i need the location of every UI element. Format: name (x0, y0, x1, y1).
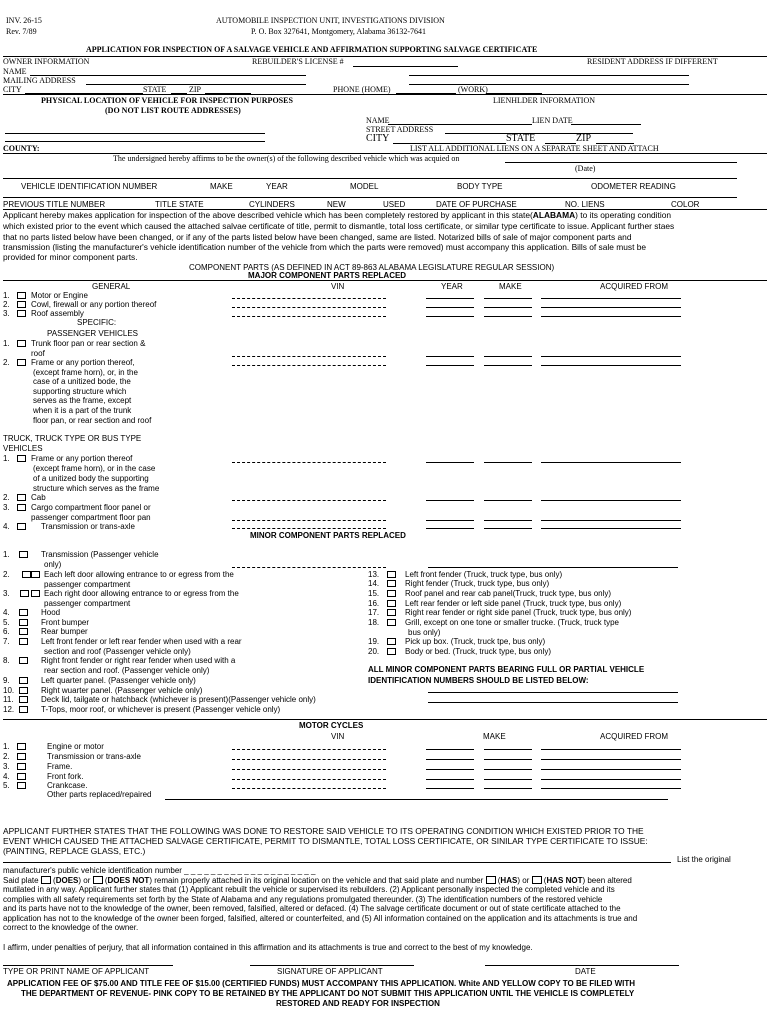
year-field[interactable] (426, 298, 474, 299)
lien-date-label: LIEN DATE (532, 116, 573, 125)
location-field-2[interactable] (5, 141, 265, 142)
vin-field[interactable] (232, 298, 386, 299)
lien-zip-label: ZIP (576, 133, 591, 144)
acquired-field[interactable] (541, 779, 681, 780)
item-number: 1. (3, 339, 10, 348)
date-label: DATE (575, 967, 596, 976)
application-paragraph: transmission (listing the manufacturer's vehicle identification number of the vehicle from which the parts were removed) must accompany this application. Bills of sale must be (3, 242, 647, 252)
make-field[interactable] (484, 769, 532, 770)
mfr-vin-label: manufacturer's public vehicle identification number _ _ _ _ _ _ _ _ _ _ _ _ _ _ _ _ _ _ _ _ (3, 866, 316, 875)
truck-frame-checkbox[interactable] (17, 455, 26, 462)
acquired-field[interactable] (541, 365, 681, 366)
general-column: GENERAL (92, 282, 131, 291)
minor-part-label: Each right door allowing entrance to or egress from the (44, 589, 239, 598)
used-column: USED (383, 200, 406, 209)
further-statement: APPLICANT FURTHER STATES THAT THE FOLLOWING WAS DONE TO RESTORE SAID VEHICLE TO ITS OPERATING CONDITION WHICH EXISTED PRIOR TO THE (3, 826, 644, 836)
further-statement: EVENT WHICH CAUSED THE ATTACHED SALVAGE CERTIFICATE, PERMIT TO DISMANTLE, TOTAL LOSS CERTIFICATE, OR SINILAR TYPE CERTIFICATE TO ISSUE: (3, 836, 648, 846)
mailing-address-label: MAILING ADDRESS (3, 76, 76, 85)
acquired-field[interactable] (541, 520, 681, 521)
minor-part-checkbox[interactable] (31, 590, 40, 597)
specific-item: Trunk floor pan or rear section & (31, 339, 146, 348)
further-statement: complies with all safety requirements set forth by the State of Alabama and any regulations promulgated thereunder. (3) The identification numbers of the restored vehicle (3, 895, 603, 904)
body-type-column: BODY TYPE (457, 182, 503, 191)
minor-vin-line[interactable] (428, 692, 678, 693)
item-number: 17. (368, 608, 380, 617)
minor-part-checkbox[interactable] (19, 657, 28, 664)
lien-state-label: STATE (506, 133, 536, 144)
list-original-label: List the original (677, 855, 731, 864)
cargo-floor-checkbox[interactable] (17, 504, 26, 511)
divider (3, 280, 767, 281)
motorcycle-part-label: Frame. (47, 762, 73, 771)
rebuilder-license-field[interactable] (353, 66, 458, 67)
minor-part-label: Right wuarter panel. (Passenger vehicle only) (41, 686, 203, 695)
item-number: 2. (3, 300, 10, 309)
make-field[interactable] (484, 298, 532, 299)
lien-street-field[interactable] (445, 133, 633, 134)
acquired-field[interactable] (541, 788, 681, 789)
prev-title-column: PREVIOUS TITLE NUMBER (3, 200, 106, 209)
item-number: 1. (3, 291, 10, 300)
minor-part-checkbox[interactable] (19, 687, 28, 694)
acquired-field[interactable] (541, 500, 681, 501)
item-number: 14. (368, 579, 380, 588)
acquired-field[interactable] (541, 528, 681, 529)
year-field[interactable] (426, 769, 474, 770)
major-parts-title: MAJOR COMPONENT PARTS REPLACED (248, 271, 407, 280)
year-field[interactable] (426, 759, 474, 760)
county-label: COUNTY: (3, 144, 40, 153)
vin-field[interactable] (232, 500, 386, 501)
city-label: CITY (3, 85, 22, 94)
trunk-floor-checkbox[interactable] (17, 340, 26, 347)
item-number: 3. (3, 762, 10, 771)
vin-column: VIN (331, 282, 345, 291)
minor-part-label: Hood (41, 608, 61, 617)
application-paragraph: provided for minor component parts. (3, 252, 138, 262)
date-field[interactable] (485, 965, 679, 966)
item-number: 3. (3, 503, 10, 512)
title-row-line[interactable] (3, 197, 737, 198)
page-title: APPLICATION FOR INSPECTION OF A SALVAGE VEHICLE AND AFFIRMATION SUPPORTING SALVAGE CERTIFICATE (86, 46, 538, 54)
make-column: MAKE (499, 282, 522, 291)
item-number: 3. (3, 309, 10, 318)
minor-part-label: Body or bed. (Truck, truck type, bus only) (405, 647, 551, 656)
does-not-checkbox[interactable] (93, 876, 103, 884)
minor-part-checkbox[interactable] (387, 580, 396, 587)
specific-label: SPECIFIC: (77, 318, 117, 327)
specific-item: roof (31, 349, 45, 358)
truck-item: (except frame horn), or in the case (33, 464, 156, 473)
owner-info-label: OWNER INFORMATION (3, 57, 90, 66)
minor-part-checkbox[interactable] (387, 571, 396, 578)
lien-state-field[interactable] (545, 143, 576, 144)
footer-note: APPLICATION FEE OF $75.00 AND TITLE FEE OF $15.00 (CERTIFIED FUNDS) MUST ACCOMPANY THIS APPLICATION. White AND YELLOW COPY TO BE FILED WITH (7, 979, 636, 988)
truck-transmission-checkbox[interactable] (17, 523, 26, 530)
applicant-name-field[interactable] (3, 965, 173, 966)
vin-field[interactable] (232, 788, 386, 789)
color-column: COLOR (671, 200, 700, 209)
acquired-field[interactable] (541, 759, 681, 760)
truck-header: VEHICLES (3, 444, 43, 453)
mc-acquired-column: ACQUIRED FROM (600, 732, 668, 741)
minor-parts-title: MINOR COMPONENT PARTS REPLACED (250, 531, 406, 540)
motor-checkbox[interactable] (17, 292, 26, 299)
minor-part-label: passenger compartment (44, 580, 131, 589)
motorcycle-part-checkbox[interactable] (17, 743, 26, 750)
lien-city-field[interactable] (393, 143, 506, 144)
year-field[interactable] (426, 316, 474, 317)
specific-item: serves as the frame, except (33, 396, 132, 405)
has-checkbox[interactable] (486, 876, 496, 884)
minor-part-label: Transmission (Passenger vehicle (41, 550, 159, 559)
lien-date-field[interactable] (571, 124, 641, 125)
item-number: 10. (3, 686, 15, 695)
title-state-column: TITLE STATE (155, 200, 204, 209)
acquired-date-label: (Date) (575, 164, 596, 173)
item-number: 18. (368, 618, 380, 627)
year-field[interactable] (426, 520, 474, 521)
further-statement: correct to the knowledge of the owner. (3, 923, 139, 932)
footer-note: RESTORED AND READY FOR INSPECTION (276, 999, 440, 1008)
item-number: 2. (3, 570, 10, 579)
additional-liens-note: LIST ALL ADDITIONAL LIENS ON A SEPARATE SHEET AND ATTACH (410, 145, 659, 153)
truck-item: Cargo compartment floor panel or (31, 503, 151, 512)
location-field-1[interactable] (5, 133, 265, 134)
minor-part-checkbox[interactable] (19, 638, 28, 645)
general-item: Cowl, firewall or any portion thereof (31, 300, 157, 309)
vehicle-row-line[interactable] (3, 178, 737, 179)
component-parts-title: COMPONENT PARTS (AS DEFINED IN ACT 89-863 ALABAMA LEGISLATURE REGULAR SESSION) (189, 263, 555, 272)
minor-part-checkbox[interactable] (387, 619, 396, 626)
year-field[interactable] (426, 528, 474, 529)
motorcycle-part-label: Front fork. (47, 772, 84, 781)
further-statement: mutilated in any way. Applicant further states that (1) Applicant rebuilt the vehicle or supervised its rebuilders. (2) Applicant personally inspected the completed vehicle and its (3, 885, 615, 894)
item-number: 4. (3, 522, 10, 531)
no-liens-column: NO. LIENS (565, 200, 605, 209)
mc-other-field[interactable] (165, 799, 668, 800)
phone-work-label: (WORK) (458, 85, 488, 94)
specific-item: when it is a part of the trunk (33, 406, 132, 415)
minor-part-label: Pick up box. (Truck, truck tpe, bus only) (405, 637, 546, 646)
make-field[interactable] (484, 749, 532, 750)
cylinders-column: CYLINDERS (249, 200, 295, 209)
minor-part-label: Left front fender (Truck, truck type, bus only) (405, 570, 563, 579)
minor-part-label: Right rear fender or right side panel (Truck, truck type, bus only) (405, 608, 632, 617)
make-field[interactable] (484, 788, 532, 789)
footer-note: THE DEPARTMENT OF REVENUE- PINK COPY TO BE RETAINED BY THE APPLICANT DO NOT SUBMIT THIS APPLICATION UNTIL THE VEHICLE IS COMPLETELY (21, 989, 635, 998)
restoration-field[interactable] (3, 862, 671, 863)
minor-part-label: Deck lid, tailgate or hatchback (whichever is present)(Passenger vehicle only) (41, 695, 316, 704)
frame-checkbox[interactable] (17, 359, 26, 366)
motorcycle-part-checkbox[interactable] (17, 782, 26, 789)
truck-header: TRUCK, TRUCK TYPE OR BUS TYPE (3, 434, 142, 443)
item-number: 2. (3, 752, 10, 761)
minor-part-checkbox[interactable] (31, 571, 40, 578)
minor-part-label: section and roof (Passenger vehicle only) (44, 647, 191, 656)
resident-address-field-1[interactable] (409, 75, 689, 76)
make-field[interactable] (484, 316, 532, 317)
minor-part-checkbox[interactable] (387, 609, 396, 616)
specific-item: supporting structure which (33, 387, 127, 396)
minor-part-checkbox[interactable] (19, 551, 28, 558)
minor-part-label: Front bumper (41, 618, 90, 627)
item-number: 13. (368, 570, 380, 579)
minor-part-checkbox[interactable] (19, 696, 28, 703)
item-number: 6. (3, 627, 10, 636)
item-number: 15. (368, 589, 380, 598)
application-paragraph: that no parts listed below have been changed, or if any of the parts listed below have been changed, same are listed. Notarized bills of sale of major component parts and (3, 232, 632, 242)
roof-checkbox[interactable] (17, 310, 26, 317)
minor-part-checkbox[interactable] (19, 628, 28, 635)
further-statement: application has not to the knowledge of the owner been forged, falsified, altered or counterfeited, and (5) All information contained on the application and its attachments is true and (3, 914, 638, 923)
minor-part-label: rear section and roof. (Passenger vehicle only) (44, 666, 210, 675)
item-number: 19. (368, 637, 380, 646)
general-item: Roof assembly (31, 309, 84, 318)
rebuilder-license-label: REBUILDER'S LICENSE # (252, 57, 344, 66)
motorcycle-part-label: Crankcase. (47, 781, 88, 790)
plate-statement: Said plate (DOES) or (DOES NOT) remain properly attached in its original location on the vehicle and that said plate and number (HAS) or (HAS NOT) been altered (3, 876, 632, 885)
make-field[interactable] (484, 365, 532, 366)
year-field[interactable] (426, 749, 474, 750)
odometer-column: ODOMETER READING (591, 182, 676, 191)
make-field[interactable] (484, 356, 532, 357)
item-number: 20. (368, 647, 380, 656)
truck-item: Frame or any portion thereof (31, 454, 133, 463)
acquired-field[interactable] (541, 307, 681, 308)
item-number: 1. (3, 550, 10, 559)
resident-address-label: RESIDENT ADDRESS IF DIFFERENT (587, 57, 718, 66)
has-not-checkbox[interactable] (532, 876, 542, 884)
minor-part-label: Left rear fender or left side panel (Truck, truck type, bus only) (405, 599, 622, 608)
minor-part-label: bus only) (408, 628, 441, 637)
further-statement: and its parts have not to the knowledge of the owner, been removed, falsified, altered or defaced. (4) The salvage certificate document or out of state certificate attached to the (3, 904, 621, 913)
year-field[interactable] (426, 307, 474, 308)
item-number: 7. (3, 637, 10, 646)
year-field[interactable] (426, 365, 474, 366)
minor-part-checkbox[interactable] (19, 677, 28, 684)
no-route-note: (DO NOT LIST ROUTE ADDRESSES) (105, 106, 241, 115)
motorcycle-part-checkbox[interactable] (17, 763, 26, 770)
year-column: YEAR (441, 282, 463, 291)
minor-vin-field[interactable] (232, 567, 386, 568)
applicant-signature-label: SIGNATURE OF APPLICANT (277, 967, 383, 976)
minor-part-label: Right fender (Truck, truck type, bus only) (405, 579, 550, 588)
minor-note: ALL MINOR COMPONENT PARTS BEARING FULL OR PARTIAL VEHICLE (368, 665, 645, 674)
minor-part-checkbox[interactable] (22, 571, 31, 578)
minor-part-label: Right front fender or right rear fender when used with a (41, 656, 236, 665)
minor-part-label: Grill, except on one tone or smaller trucke. (Truck, truck type (405, 618, 620, 627)
model-column: MODEL (350, 182, 379, 191)
vin-field[interactable] (232, 769, 386, 770)
motorcycle-part-label: Transmission or trans-axle (47, 752, 141, 761)
acquired-date-field[interactable] (505, 162, 737, 163)
item-number: 16. (368, 599, 380, 608)
acquired-field[interactable] (541, 769, 681, 770)
mc-other-label: Other parts replaced/repaired (47, 790, 152, 799)
item-number: 9. (3, 676, 10, 685)
motorcycle-part-checkbox[interactable] (17, 753, 26, 760)
vin-field[interactable] (232, 528, 386, 529)
minor-part-label: Rear bumper (41, 627, 88, 636)
item-number: 4. (3, 772, 10, 781)
make-field[interactable] (484, 500, 532, 501)
item-number: 3. (3, 589, 10, 598)
item-number: 4. (3, 608, 10, 617)
item-number: 5. (3, 781, 10, 790)
applicant-signature-field[interactable] (250, 965, 414, 966)
minor-part-checkbox[interactable] (20, 590, 29, 597)
does-checkbox[interactable] (41, 876, 51, 884)
item-number: 11. (3, 695, 14, 704)
unit-name: AUTOMOBILE INSPECTION UNIT, INVESTIGATIONS DIVISION (216, 16, 445, 25)
owner-name-label: NAME (3, 67, 27, 76)
minor-part-label: only) (44, 560, 62, 569)
vin-field[interactable] (232, 462, 386, 463)
vin-field[interactable] (232, 365, 386, 366)
year-column: YEAR (266, 182, 288, 191)
lien-zip-field[interactable] (596, 143, 634, 144)
truck-item: of a unitized body the supporting (33, 474, 149, 483)
minor-part-label: Left front fender or left rear fender when used with a rear (41, 637, 242, 646)
year-field[interactable] (426, 500, 474, 501)
specific-item: Frame or any portion thereof, (31, 358, 135, 367)
acquired-field[interactable] (541, 462, 681, 463)
vin-field[interactable] (232, 316, 386, 317)
minor-part-label: Each left door allowing entrance to or egress from the (44, 570, 234, 579)
acquired-field[interactable] (541, 356, 681, 357)
motorcycles-title: MOTOR CYCLES (299, 721, 364, 730)
item-number: 8. (3, 656, 10, 665)
year-field[interactable] (426, 356, 474, 357)
minor-part-label: T-Tops, moor roof, or whichever is present (Passenger vehicle only) (41, 705, 281, 714)
specific-item: floor pan, or rear section and roof (33, 416, 152, 425)
vin-field[interactable] (232, 356, 386, 357)
item-number: 5. (3, 618, 10, 627)
zip-label: ZIP (189, 85, 201, 94)
lien-street-label: STREET ADDRESS (366, 125, 434, 134)
vin-field[interactable] (232, 307, 386, 308)
minor-vin-line[interactable] (428, 567, 678, 568)
make-column: MAKE (210, 182, 233, 191)
further-statement: (PAINTING, REPLACE GLASS, ETC.) (3, 846, 146, 856)
minor-vin-line[interactable] (428, 702, 678, 703)
year-field[interactable] (426, 462, 474, 463)
item-number: 2. (3, 358, 10, 367)
general-item: Motor or Engine (31, 291, 88, 300)
year-field[interactable] (426, 779, 474, 780)
cab-checkbox[interactable] (17, 494, 26, 501)
acquired-field[interactable] (541, 298, 681, 299)
minor-part-label: Roof panel and rear cab panel(Truck, truck type, bus only) (405, 589, 612, 598)
lien-city-label: CITY (366, 133, 390, 144)
perjury-statement: I affirm, under penalties of perjury, that all information contained in this affirmation and its attachments is true and correct to the best of my knowledge. (3, 943, 533, 952)
new-column: NEW (327, 200, 346, 209)
acquired-column: ACQUIRED FROM (600, 282, 668, 291)
item-number: 1. (3, 454, 10, 463)
applicant-name-label: TYPE OR PRINT NAME OF APPLICANT (3, 967, 150, 976)
unit-address: P. O. Box 327641, Montgomery, Alabama 36132-7641 (251, 27, 427, 36)
physical-location-label: PHYSICAL LOCATION OF VEHICLE FOR INSPECTION PURPOSES (41, 96, 293, 105)
form-number: INV. 26-15 (6, 16, 42, 25)
make-field[interactable] (484, 528, 532, 529)
divider (3, 94, 767, 95)
state-label: STATE (143, 85, 167, 94)
minor-part-checkbox[interactable] (19, 619, 28, 626)
truck-item: Transmission or trans-axle (41, 522, 135, 531)
date-purchase-column: DATE OF PURCHASE (436, 200, 517, 209)
vin-field[interactable] (232, 520, 386, 521)
truck-item: Cab (31, 493, 46, 502)
passenger-vehicles-label: PASSENGER VEHICLES (47, 329, 138, 338)
make-field[interactable] (484, 759, 532, 760)
vin-field[interactable] (232, 749, 386, 750)
minor-part-checkbox[interactable] (387, 600, 396, 607)
mc-vin-column: VIN (331, 732, 345, 741)
resident-address-field-2[interactable] (409, 84, 689, 85)
acquired-field[interactable] (541, 749, 681, 750)
item-number: 12. (3, 705, 15, 714)
affirmation-line: The undersigned hereby affirms to be the owner(s) of the following described vehicle which was acquied on (113, 154, 460, 163)
specific-item: case of a unitized bode, the (33, 377, 131, 386)
specific-item: (except frame horn), or, in the (33, 368, 138, 377)
motorcycle-part-label: Engine or motor (47, 742, 104, 751)
truck-item: passenger compartment floor pan (31, 513, 151, 522)
vin-field[interactable] (232, 779, 386, 780)
make-field[interactable] (484, 462, 532, 463)
vin-column: VEHICLE IDENTIFICATION NUMBER (21, 182, 158, 191)
minor-part-checkbox[interactable] (19, 609, 28, 616)
minor-part-checkbox[interactable] (387, 590, 396, 597)
minor-note: IDENTIFICATION NUMBERS SHOULD BE LISTED BELOW: (368, 676, 589, 685)
lien-name-label: NAME (366, 116, 390, 125)
item-number: 2. (3, 493, 10, 502)
form-revision: Rev. 7/89 (6, 27, 37, 36)
year-field[interactable] (426, 788, 474, 789)
make-field[interactable] (484, 307, 532, 308)
divider (3, 719, 767, 720)
item-number: 1. (3, 742, 10, 751)
minor-part-checkbox[interactable] (387, 648, 396, 655)
truck-item: structure which serves as the frame (33, 484, 160, 493)
minor-part-label: passenger compartment (44, 599, 131, 608)
application-paragraph: which existed prior to the event which caused the attached salvae certificate of title, permit to dismantle, total loss certificate, or similar type certificate to issue. Applicant further staes (3, 221, 675, 231)
make-field[interactable] (484, 520, 532, 521)
acquired-field[interactable] (541, 316, 681, 317)
motorcycle-part-checkbox[interactable] (17, 773, 26, 780)
minor-part-checkbox[interactable] (19, 706, 28, 713)
lienholder-header: LIENHLDER INFORMATION (493, 96, 595, 105)
mc-make-column: MAKE (483, 732, 506, 741)
phone-home-label: PHONE (HOME) (333, 85, 391, 94)
cowl-checkbox[interactable] (17, 301, 26, 308)
minor-part-label: Left quarter panel. (Passenger vehicle only) (41, 676, 196, 685)
minor-part-checkbox[interactable] (387, 638, 396, 645)
application-paragraph: Applicant hereby makes application for inspection of the above described vehicle which has been completely restored by applicant in this state(ALABAMA) to its operating condition (3, 210, 672, 220)
make-field[interactable] (484, 779, 532, 780)
vin-field[interactable] (232, 759, 386, 760)
